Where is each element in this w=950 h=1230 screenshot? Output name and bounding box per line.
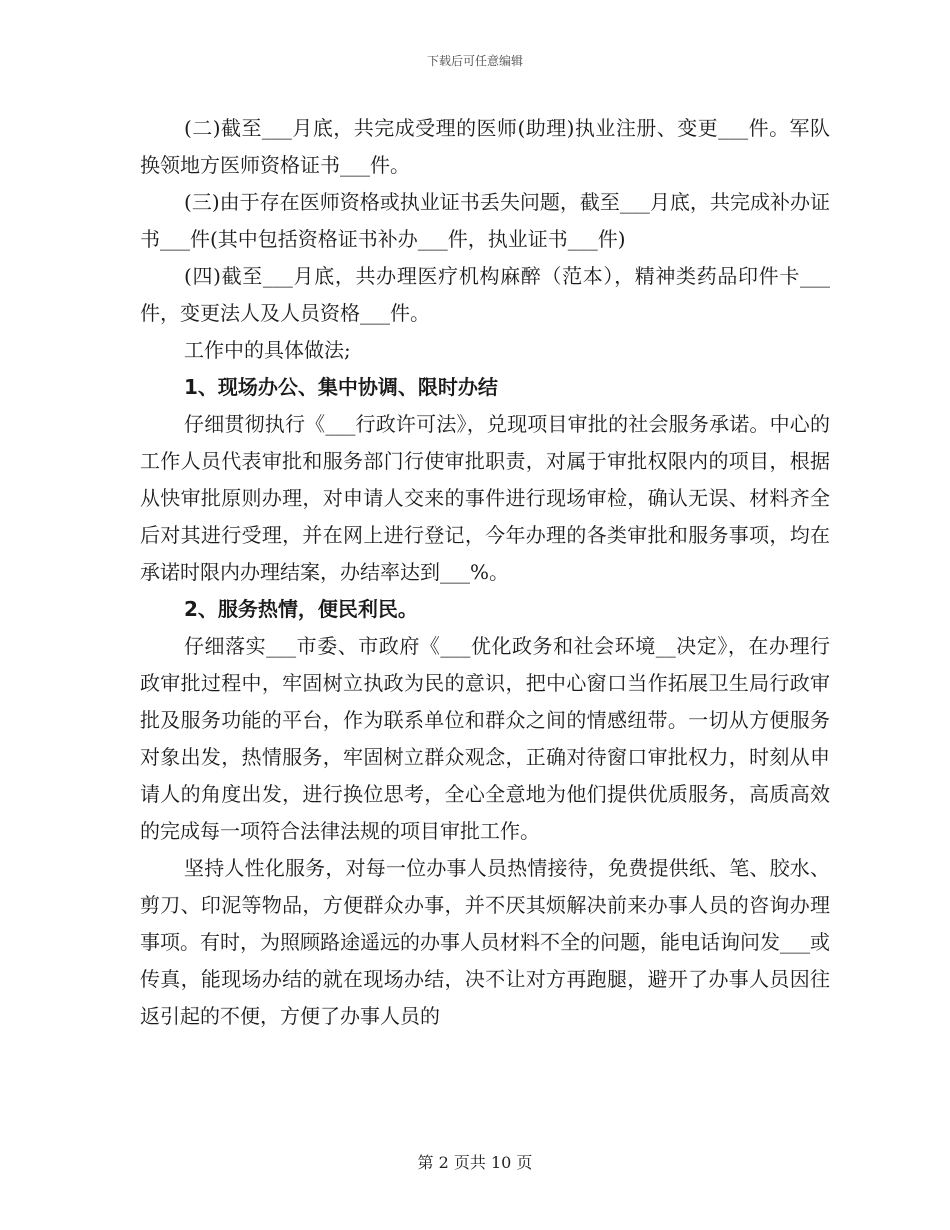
paragraph-heading-2-body: 仔细落实___市委、市政府《___优化政务和社会环境__决定》，在办理行政审批过程中，牢固树立执政为民的意识，把中心窗口当作拓展卫生局行政审批及服务功能的平台，作为联系单位和群众之间的情感纽带。一切从方便服务对象出发，热情服务，牢固树立群众观念，正确对待窗口审批权力，时刻从申请人的角度出发，进行换位思考，全心全意地为他们提供优质服务，高质高效的完成每一项符合法律法规的项目审批工作。 xyxy=(140,634,830,843)
heading-2: 2、服务热情，便民利民。 xyxy=(184,597,418,621)
page-footer: 第 2 页共 10 页 xyxy=(417,1153,533,1172)
paragraph-heading-1-body: 仔细贯彻执行《___行政许可法》，兑现项目审批的社会服务承诺。中心的工作人员代表审批和服务部门行使审批职责，对属于审批权限内的项目，根据从快审批原则办理，对申请人交来的事件进行现场审检，确认无误、材料齐全后对其进行受理，并在网上进行登记，今年办理的各类审批和服务事项，均在承诺时限内办理结案，办结率达到___%。 xyxy=(140,412,830,584)
heading-1: 1、现场办公、集中协调、限时办结 xyxy=(184,375,498,399)
paragraph-humanized-service: 坚持人性化服务，对每一位办事人员热情接待，免费提供纸、笔、胶水、剪刀、印泥等物品，方便群众办事，并不厌其烦解决前来办事人员的咨询办理事项。有时，为照顾路途遥远的办事人员材料不全的问题，能电话询问发___或传真，能现场办结的就在现场办结，决不让对方再跑腿，避开了办事人员因往返引起的不便，方便了办事人员的 xyxy=(140,856,830,1028)
paragraph-3: (三)由于存在医师资格或执业证书丢失问题，截至___月底，共完成补办证书___件(其中包括资格证书补办___件，执业证书___件) xyxy=(140,190,830,251)
paragraph-4: (四)截至___月底，共办理医疗机构麻醉（范本），精神类药品印件卡___件，变更法人及人员资格___件。 xyxy=(140,264,830,325)
paragraph-2: (二)截至___月底，共完成受理的医师(助理)执业注册、变更___件。军队换领地方医师资格证书___件。 xyxy=(140,116,830,177)
page-header: 下载后可任意编辑 xyxy=(426,54,523,68)
document-body xyxy=(140,110,830,1035)
paragraph-methods-intro: 工作中的具体做法; xyxy=(184,338,351,362)
